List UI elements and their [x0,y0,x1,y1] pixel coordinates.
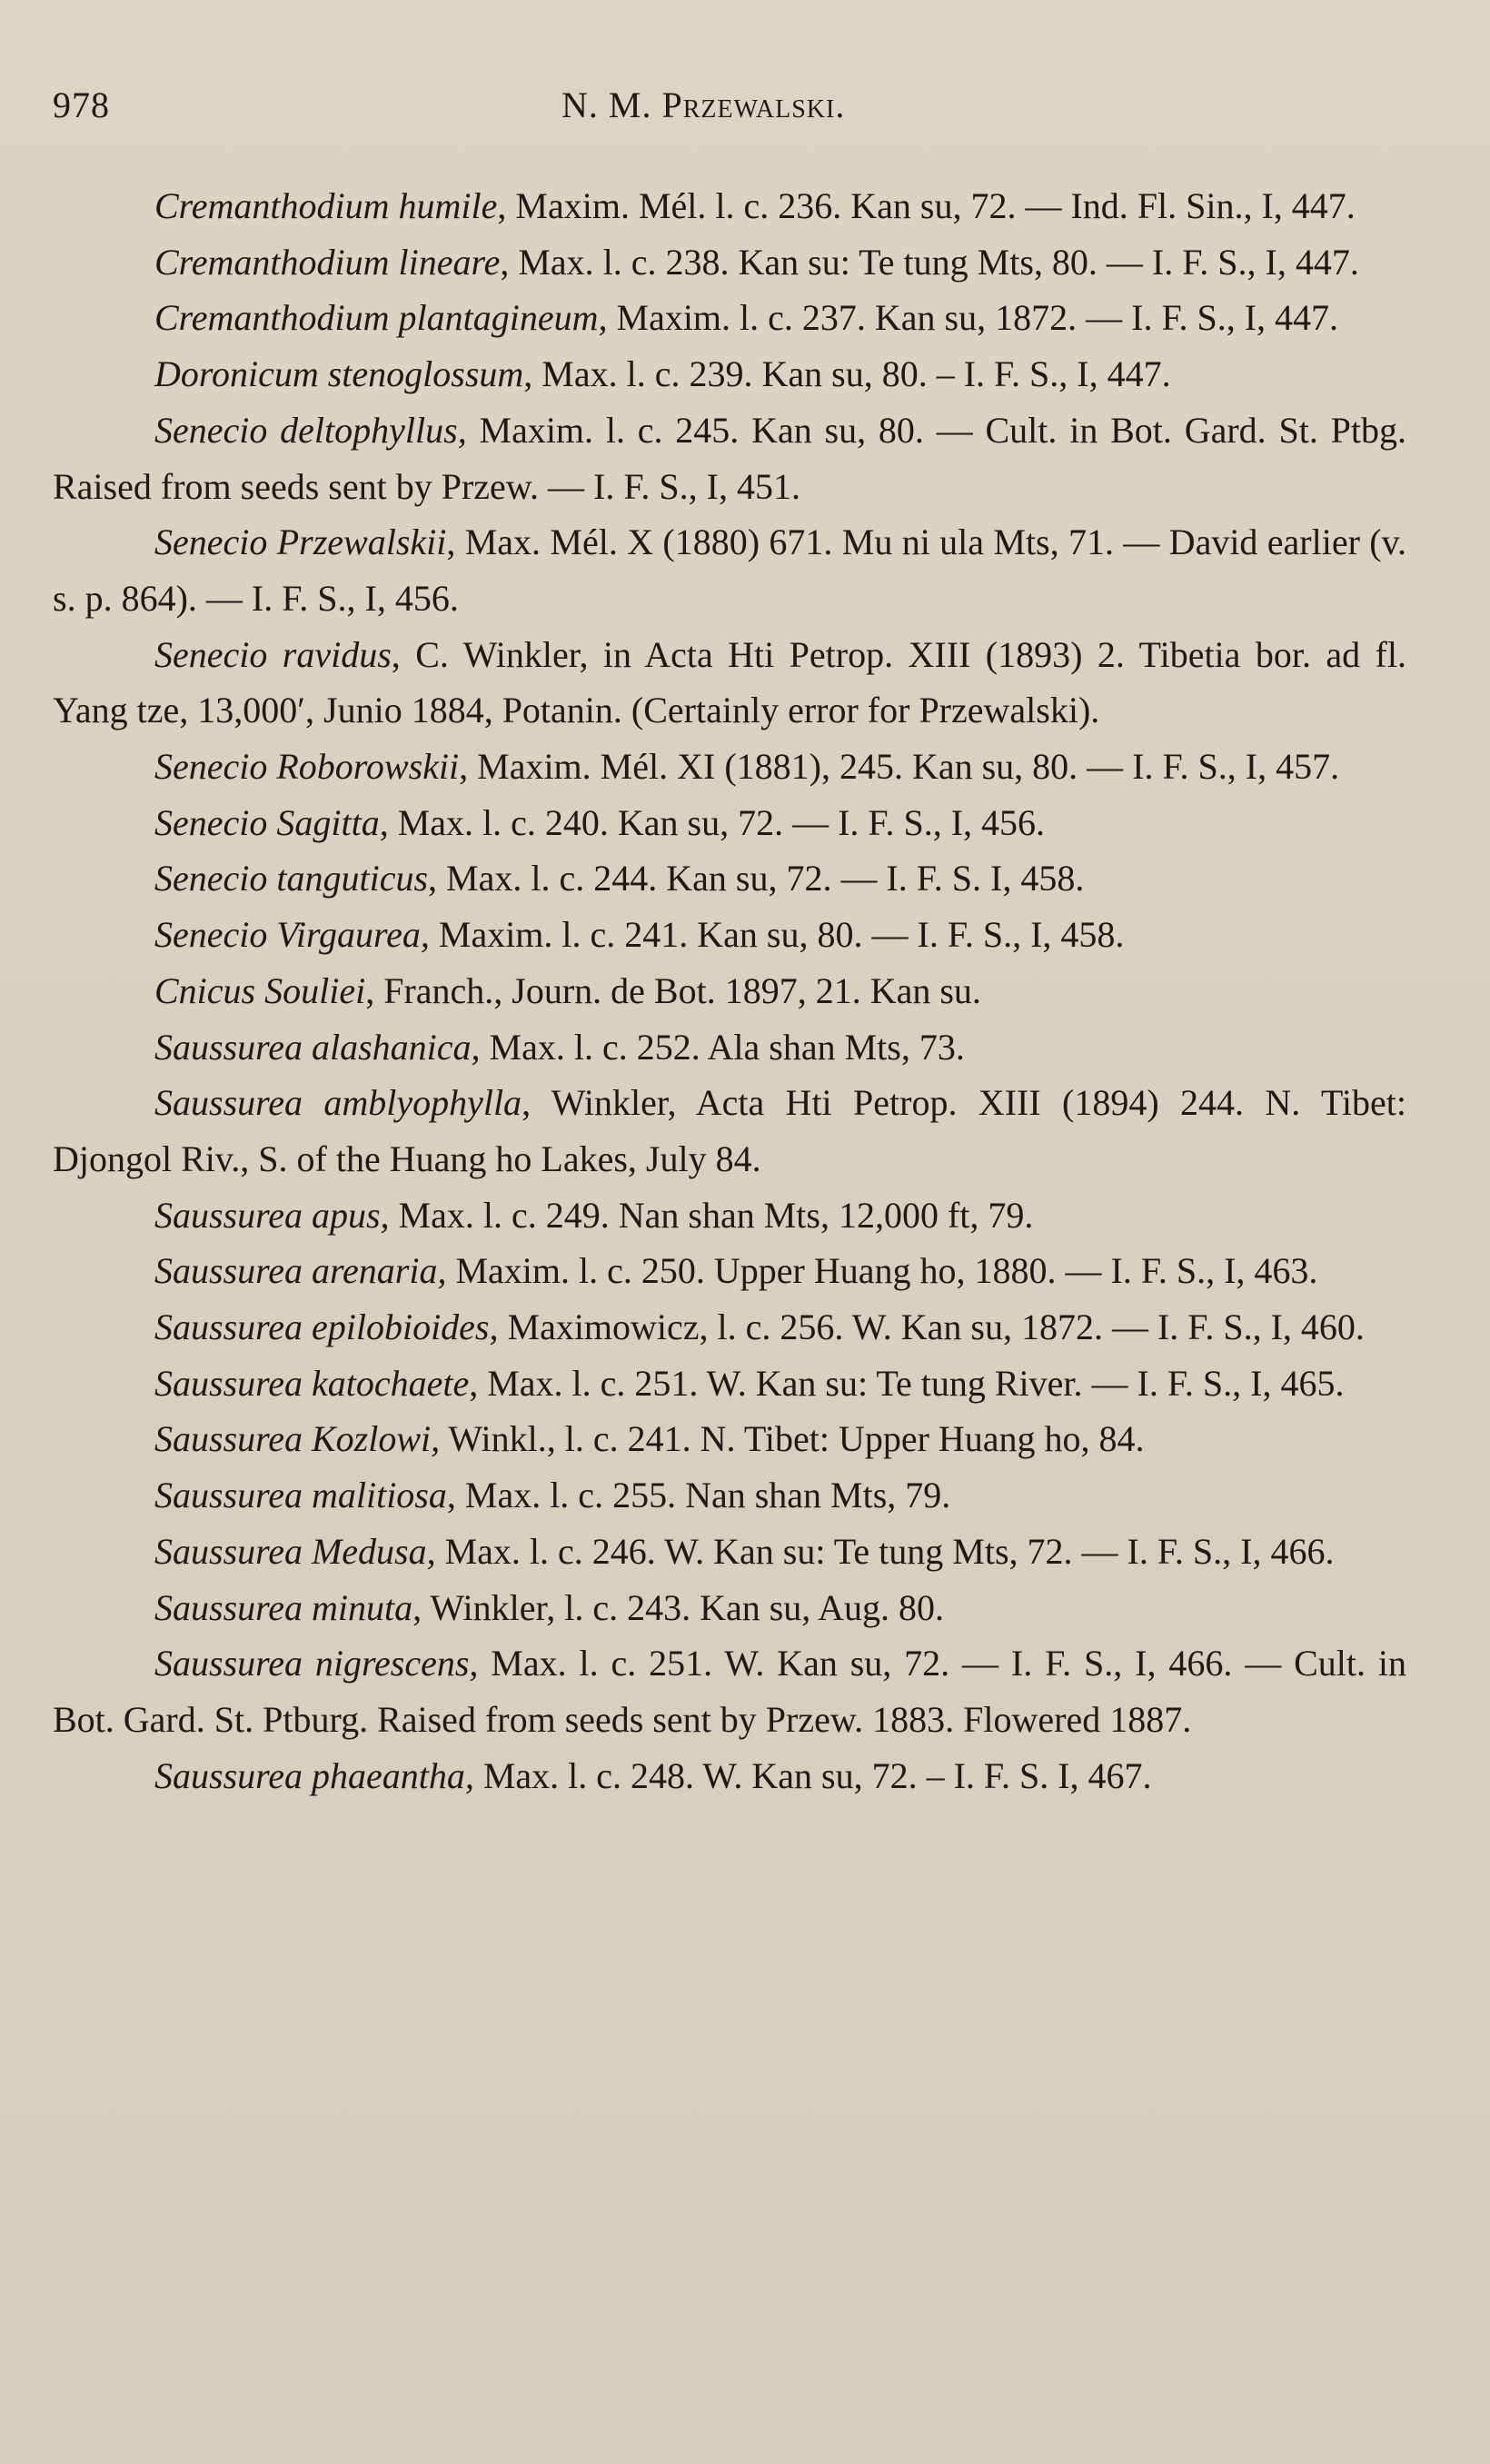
entry-citation: Max. l. c. 251. W. Kan su, 72. — I. F. S., I, 466. — Cult. in Bot. Gard. St. Ptburg. Raised from seeds sent by Przew. 1883. Flowered 1887. [53,1643,1407,1740]
entry-citation: Max. l. c. 249. Nan shan Mts, 12,000 ft, 79. [389,1194,1034,1236]
species-list [53,178,1406,1803]
species-name: Senecio ravidus [154,633,392,675]
page-header [53,84,1425,138]
species-entry [53,1635,1406,1747]
species-entry [53,963,1406,1019]
entry-citation: , Maxim. Mél. l. c. 236. Kan su, 72. — Ind. Fl. Sin., I, 447. [497,185,1356,226]
species-name: Saussurea alashanica, [154,1026,481,1068]
species-entry [53,1299,1406,1356]
species-entry [53,1748,1406,1804]
page-number: 978 [53,84,110,125]
species-entry [53,402,1406,514]
species-name: Saussurea nigrescens, [154,1643,479,1684]
author-surname: Przewalski. [661,84,846,125]
species-entry [53,290,1406,346]
species-entry [53,739,1406,795]
species-entry [53,850,1406,907]
species-entry [53,1243,1406,1299]
species-name: Cremanthodium plantagineum, [154,297,608,339]
entry-citation: Maxim. l. c. 241. Kan su, 80. — I. F. S., I, 458. [429,914,1125,956]
entry-citation: Maximowicz, l. c. 256. W. Kan su, 1872. — I. F. S., I, 460. [498,1307,1365,1348]
species-entry [53,178,1406,234]
species-entry [53,1524,1406,1580]
entry-citation: , Winkler, l. c. 243. Kan su, Aug. 80. [412,1586,944,1628]
entry-citation: , Max. l. c. 255. Nan shan Mts, 79. [446,1475,951,1516]
entry-citation: , Max. l. c. 240. Kan su, 72. — I. F. S., I, 456. [379,801,1046,843]
species-name: Saussurea arenaria, [154,1250,447,1292]
species-name: Senecio tanguticus [154,858,429,899]
species-entry [53,514,1406,626]
entry-citation: , Maxim. Mél. XI (1881), 245. Kan su, 80. — I. F. S., I, 457. [459,746,1340,788]
species-entry [53,1356,1406,1412]
entry-citation: Max. l. c. 246. W. Kan su: Te tung Mts, 72. — I. F. S., I, 466. [435,1530,1335,1572]
entry-citation: , Max. Mél. X (1880) 671. Mu ni ula Mts, 71. — David earlier (v. s. p. 864). — I. F. S., I, 456. [53,522,1406,619]
species-entry [53,1411,1406,1467]
entry-citation: Winkl., l. c. 241. N. Tibet: Upper Huang ho, 84. [440,1418,1145,1460]
species-entry [53,1075,1406,1187]
species-name: Cnicus Souliei [154,969,366,1011]
species-name: Saussurea Medusa, [154,1530,436,1572]
species-name: Senecio Sagitta [154,801,380,843]
entry-citation: , Franch., Journ. de Bot. 1897, 21. Kan su. [365,969,981,1011]
species-name: Saussurea apus, [154,1194,390,1236]
author-initials: N. M. [561,84,652,125]
species-name: Saussurea minuta [154,1586,413,1628]
entry-citation: Maxim. l. c. 250. Upper Huang ho, 1880. — I. F. S., I, 463. [446,1250,1318,1292]
entry-citation: Max. l. c. 248. W. Kan su, 72. – I. F. S. I, 467. [473,1754,1152,1796]
species-name: Senecio Virgaurea, [154,914,430,956]
species-name: Saussurea malitiosa [154,1475,447,1516]
species-name: Cremanthodium lineare [154,241,501,283]
species-name: Cremanthodium humile [154,185,498,226]
species-entry [53,1467,1406,1524]
entry-citation: , Max. l. c. 238. Kan su: Te tung Mts, 80. — I. F. S., I, 447. [500,241,1359,283]
species-name: Doronicum stenoglossum [154,353,524,395]
species-entry [53,346,1406,402]
species-name: Senecio Roborowskii [154,746,460,788]
species-name: Saussurea phaeantha, [154,1754,474,1796]
species-entry [53,234,1406,291]
species-entry [53,1580,1406,1636]
species-entry [53,795,1406,851]
species-name: Saussurea Kozlowi, [154,1418,441,1460]
entry-citation: Max. l. c. 252. Ala shan Mts, 73. [480,1026,965,1068]
entry-citation: , Winkler, Acta Hti Petrop. XIII (1894) 244. N. Tibet: Djongol Riv., S. of the Huang ho Lakes, July 84. [53,1082,1407,1179]
entry-citation: Maxim. l. c. 245. Kan su, 80. — Cult. in Bot. Gard. St. Ptbg. Raised from seeds sent by Przew. — I. F. S., I, 451. [53,409,1406,507]
species-name: Saussurea katochaete [154,1362,470,1404]
species-name: Senecio deltophyllus, [154,409,467,451]
species-name: Senecio Przewalskii [154,522,447,563]
entry-citation: , C. Winkler, in Acta Hti Petrop. XIII (1893) 2. Tibetia bor. ad fl. Yang tze, 13,000′, Junio 1884, Potanin. (Certainly error for Przewalski). [53,633,1406,731]
species-name: Saussurea epilobioides, [154,1307,499,1348]
species-entry [53,627,1406,739]
entry-citation: Maxim. l. c. 237. Kan su, 1872. — I. F. S., I, 447. [607,297,1339,339]
entry-citation: , Max. l. c. 251. W. Kan su: Te tung River. — I. F. S., I, 465. [469,1362,1345,1404]
entry-citation: , Max. l. c. 244. Kan su, 72. — I. F. S. I, 458. [428,858,1085,899]
species-entry [53,907,1406,963]
entry-citation: , Max. l. c. 239. Kan su, 80. – I. F. S., I, 447. [523,353,1171,395]
species-name: Saussurea amblyophylla [154,1082,522,1124]
species-entry [53,1187,1406,1244]
species-entry [53,1019,1406,1076]
running-head [561,84,845,126]
